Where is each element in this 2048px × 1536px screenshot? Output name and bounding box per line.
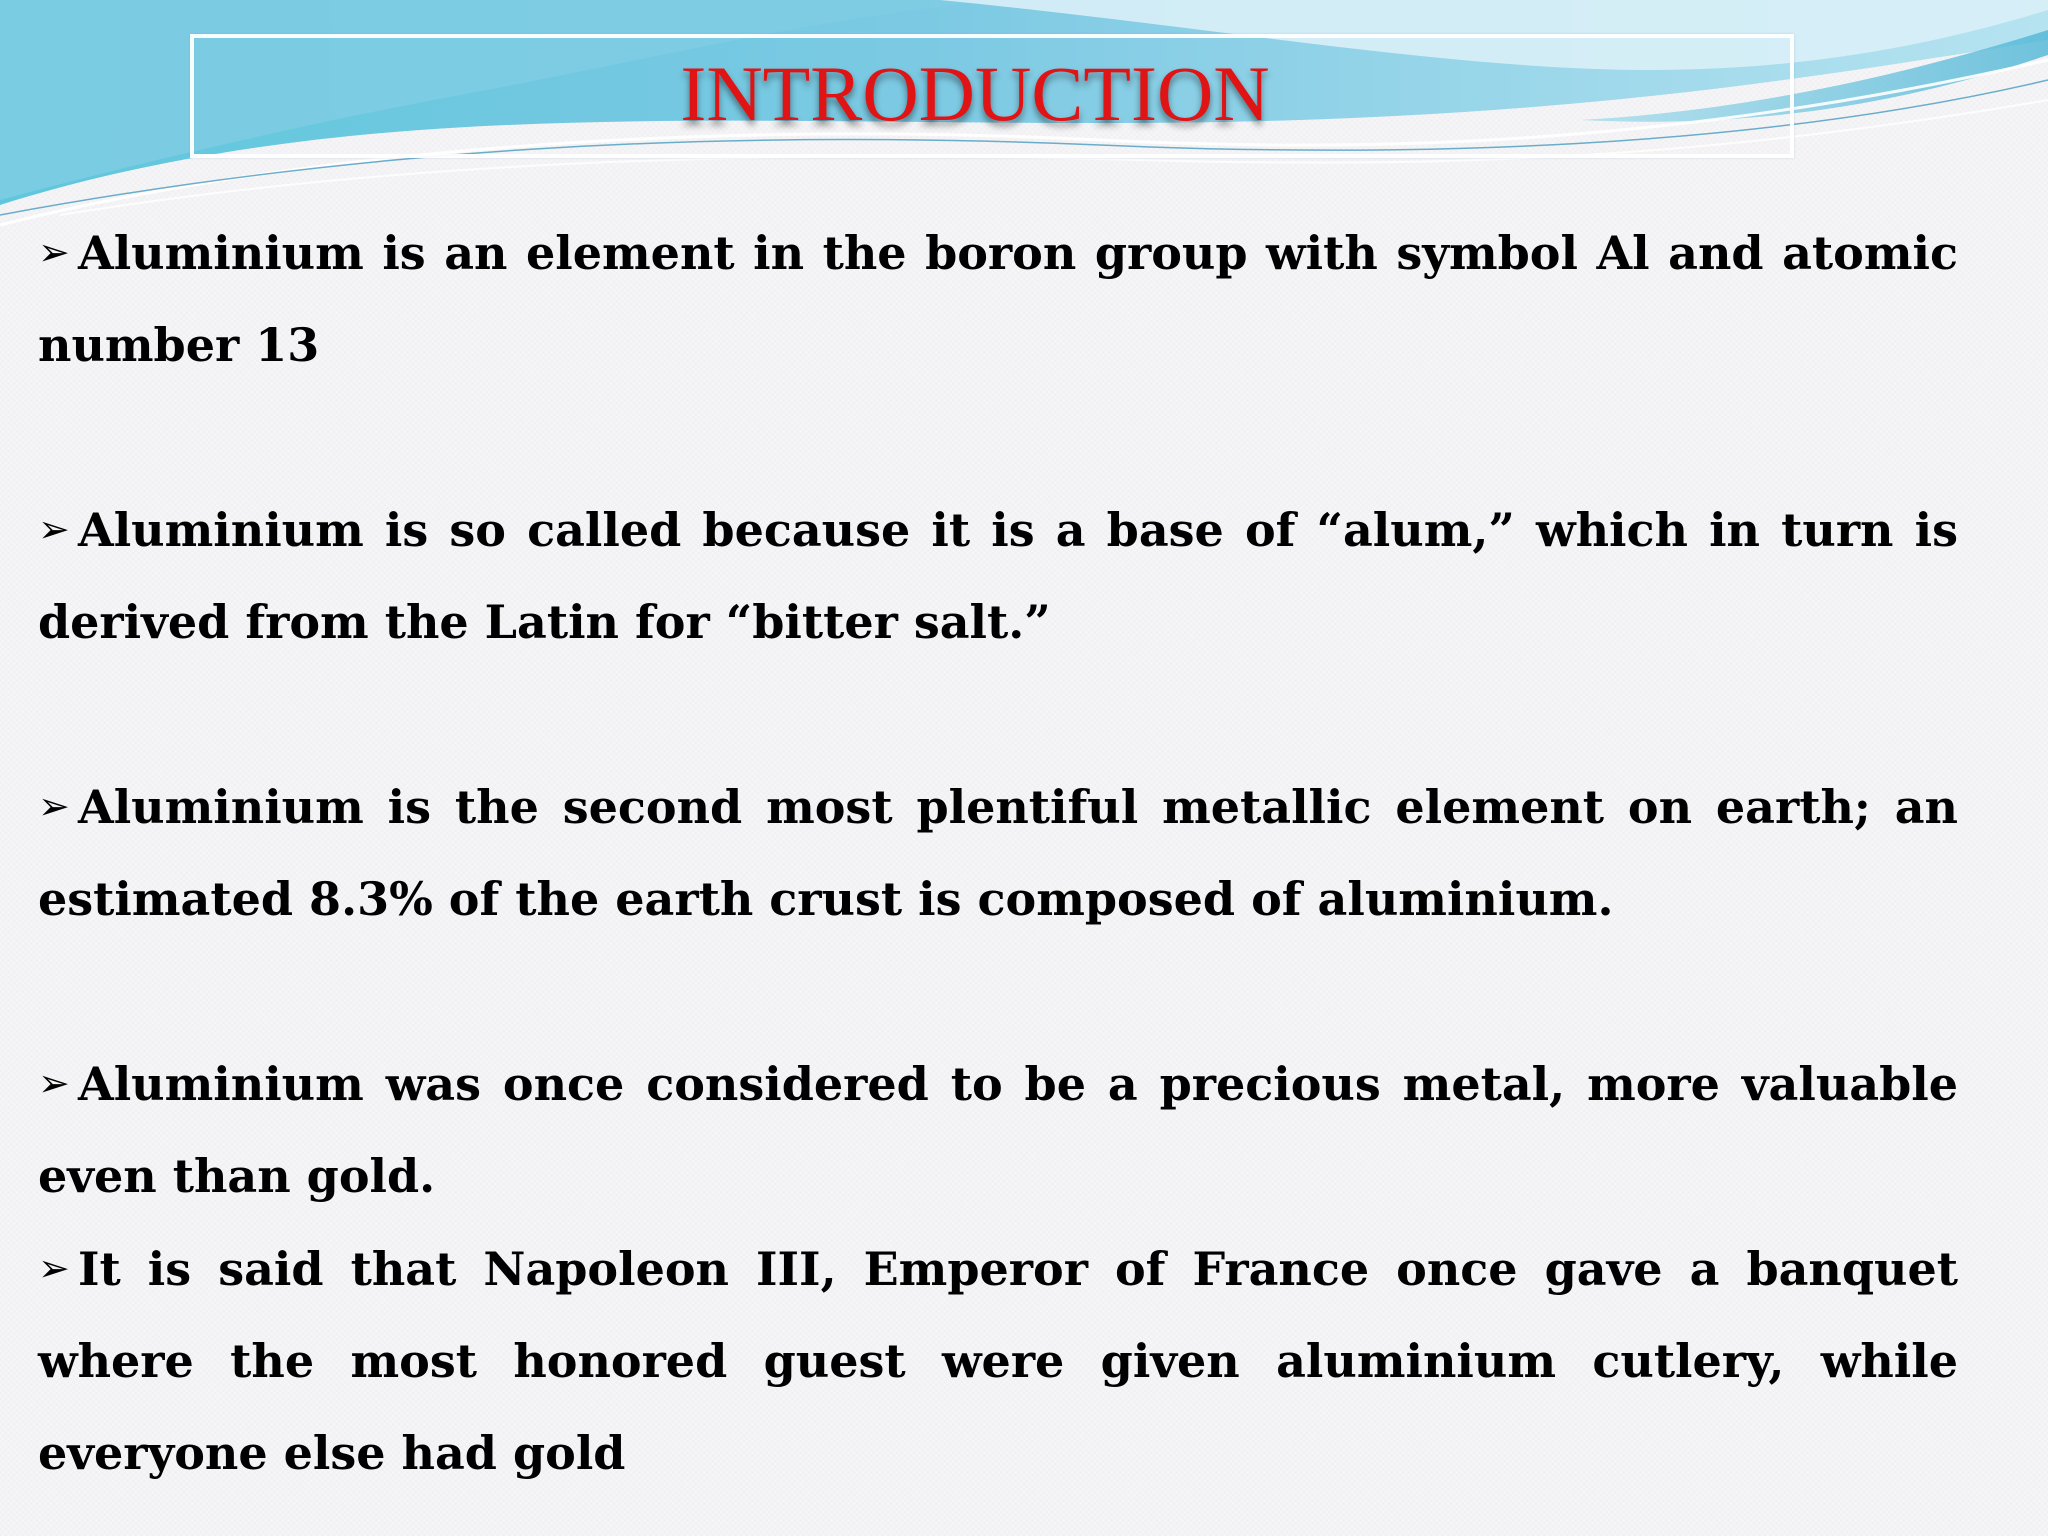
bullet-item <box>38 206 1958 391</box>
bullet-text: It is said that Napoleon III, Emperor of France once gave a banquet where the most honored guest were given aluminium cutlery, while everyone else had gold <box>38 1242 1958 1480</box>
bullet-text: Aluminium is an element in the boron group with symbol Al and atomic number 13 <box>38 226 1958 372</box>
arrowhead-bullet-icon: ➢ <box>38 230 70 274</box>
bullet-text: Aluminium was once considered to be a precious metal, more valuable even than gold. <box>38 1057 1958 1203</box>
bullet-item <box>38 760 1958 945</box>
slide-title: INTRODUCTION <box>680 50 1270 137</box>
bullet-item <box>38 1037 1958 1222</box>
bullet-item <box>38 483 1958 668</box>
bullet-text: Aluminium is so called because it is a base of “alum,” which in turn is derived from the Latin for “bitter salt.” <box>38 503 1958 649</box>
bullet-list <box>38 206 1958 1499</box>
arrowhead-bullet-icon: ➢ <box>38 507 70 551</box>
arrowhead-bullet-icon: ➢ <box>38 784 70 828</box>
arrowhead-bullet-icon: ➢ <box>38 1061 70 1105</box>
bullet-item <box>38 1222 1958 1499</box>
bullet-text: Aluminium is the second most plentiful metallic element on earth; an estimated 8.3% of the earth crust is composed of aluminium. <box>38 780 1958 926</box>
arrowhead-bullet-icon: ➢ <box>38 1246 70 1290</box>
